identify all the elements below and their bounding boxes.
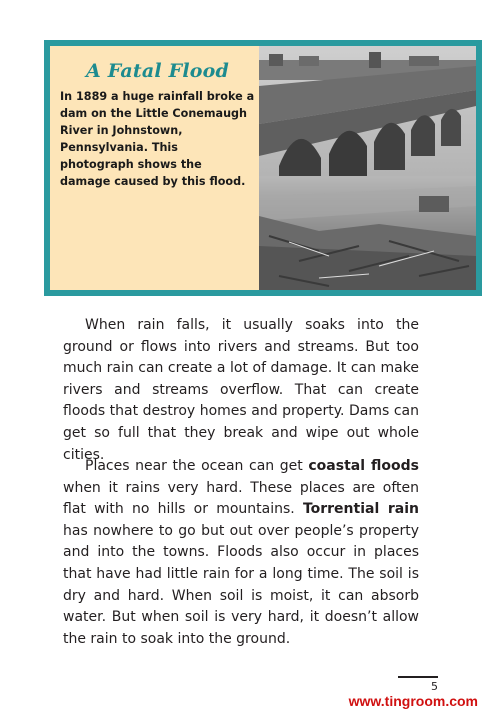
paragraph-2-text-3: has nowhere to go but out over people’s property and into the towns. Floods also occur in places that have had little rain for a long time. The soil is dry and hard. When soil is moist, it can absorb water. But when soil is very hard, it doesn’t allow the rain to soak into the ground. (63, 522, 419, 647)
sidebar-title: A Fatal Flood (86, 60, 229, 82)
flood-photograph (259, 46, 476, 290)
sidebar-text (60, 60, 255, 190)
body-paragraph-2-container (63, 456, 419, 650)
sidebar-box (44, 40, 482, 296)
term-torrential-rain: Torrential rain (302, 501, 419, 518)
term-coastal-floods: coastal floods (308, 458, 419, 474)
sidebar-caption: In 1889 a huge rainfall broke a dam on the Little Conemaugh River in Johnstown, Pennsylvania. This photograph shows the damage caused by this flood. (60, 90, 255, 188)
flood-photo-image (259, 46, 476, 290)
body-paragraph-2 (63, 456, 419, 650)
paragraph-2-text-2: when it rains very hard. These places are often flat with no hills or mountains. (63, 479, 419, 518)
page-number: 5 (398, 676, 438, 693)
watermark-text: www.tingroom.com (348, 693, 478, 709)
paragraph-2-text-1: Places near the ocean can get (85, 458, 309, 474)
body-paragraph-1: When rain falls, it usually soaks into the ground or flows into rivers and streams. But too much rain can create a lot of damage. It can make rivers and streams overflow. That can create floods that destroy homes and property. Dams can get so full that they break and wipe out whole cities. (63, 317, 419, 463)
body-paragraph-1-container (63, 315, 419, 466)
